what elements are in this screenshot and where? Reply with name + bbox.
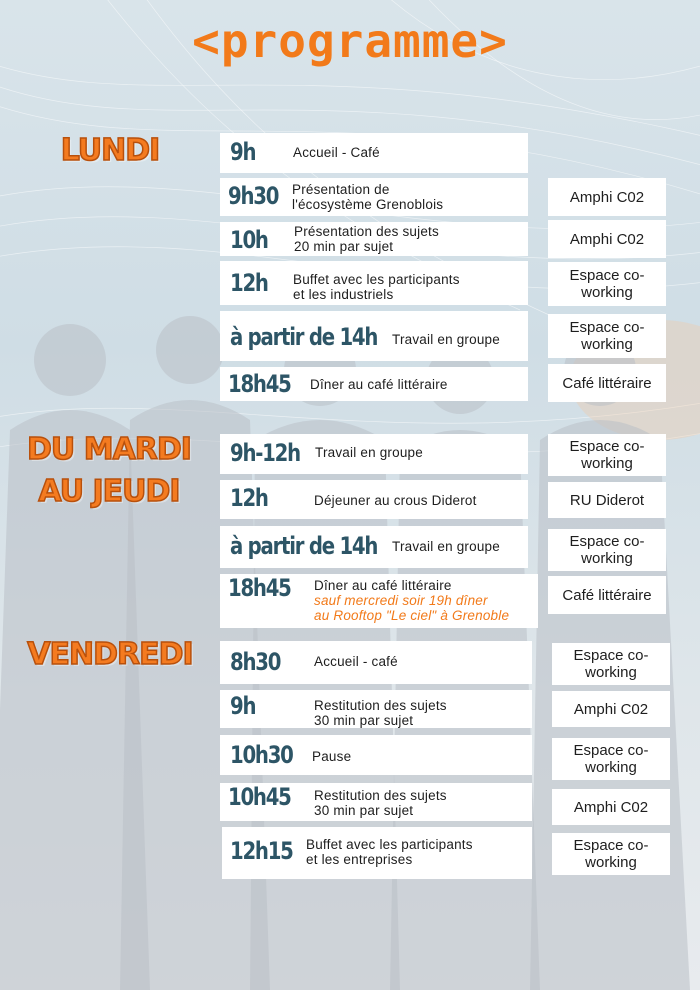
activity-description: Présentation de l'écosystème Grenoblois [292,182,444,212]
room-label: Amphi C02 [552,789,670,825]
room-label: Espace co- working [552,643,670,685]
time-label: 10h30 [230,741,293,769]
time-label: 12h15 [230,837,293,865]
time-label: 9h [230,692,256,720]
room-label: Amphi C02 [548,220,666,258]
page-title: <programme> [192,14,508,68]
day-label-midweek-line2: AU JEUDI [38,474,180,509]
time-label: 12h [230,484,268,512]
activity-description: Restitution des sujets 30 min par sujet [314,698,447,728]
time-label: à partir de 14h [230,532,378,560]
room-label: RU Diderot [548,482,666,518]
activity-description: Travail en groupe [392,332,500,347]
time-label: 9h-12h [230,439,300,467]
room-label: Espace co- working [548,262,666,306]
room-label: Espace co- working [552,738,670,780]
activity-description: Déjeuner au crous Diderot [314,493,477,508]
time-label: 18h45 [228,574,291,602]
exception-note: au Rooftop "Le ciel" à Grenoble [314,608,510,623]
activity-description: Dîner au café littéraire sauf mercredi soir 19h dîner au Rooftop "Le ciel" à Grenoble [314,578,510,623]
room-label: Amphi C02 [548,178,666,216]
room-label: Café littéraire [548,576,666,614]
activity-description: Présentation des sujets 20 min par sujet [294,224,439,254]
exception-note: sauf mercredi soir 19h dîner [314,593,488,608]
activity-description: Travail en groupe [392,539,500,554]
activity-description: Restitution des sujets 30 min par sujet [314,788,447,818]
time-label: 12h [230,269,268,297]
room-label: Espace co- working [548,529,666,571]
time-label: 9h30 [228,182,279,210]
time-label: à partir de 14h [230,323,378,351]
time-label: 9h [230,138,256,166]
room-label: Espace co- working [548,314,666,358]
day-label-monday: LUNDI [60,133,160,168]
time-label: 10h [230,226,268,254]
activity-description: Buffet avec les participants et les industriels [293,272,460,302]
room-label: Espace co- working [548,434,666,476]
activity-description: Pause [312,749,352,764]
activity-description: Accueil - Café [293,145,380,160]
day-label-friday: VENDREDI [27,637,193,672]
room-label: Café littéraire [548,364,666,402]
time-label: 8h30 [230,648,281,676]
activity-description: Buffet avec les participants et les entreprises [306,837,473,867]
time-label: 10h45 [228,783,291,811]
activity-description: Travail en groupe [315,445,423,460]
day-label-midweek-line1: DU MARDI [27,432,191,467]
time-label: 18h45 [228,370,291,398]
room-label: Amphi C02 [552,691,670,727]
activity-description: Dîner au café littéraire [310,377,448,392]
room-label: Espace co- working [552,833,670,875]
activity-description: Accueil - café [314,654,398,669]
